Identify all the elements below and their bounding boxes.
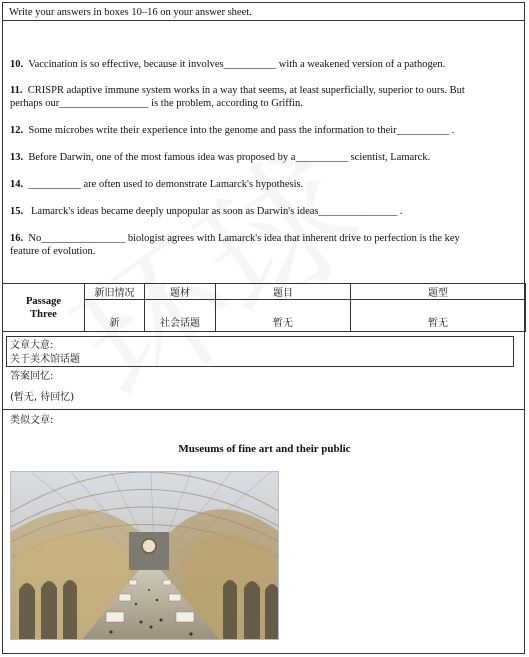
museum-hall-photo: [10, 471, 279, 640]
value-new-old: 新: [85, 300, 145, 332]
divider: [2, 409, 525, 410]
divider: [2, 20, 525, 21]
question-11: 11. CRISPR adaptive immune system works in a way that seems, at least superficially, superior to ours. But: [10, 85, 465, 96]
answer-text: (暂无, 待回忆): [10, 392, 75, 403]
header-question-type: 题型: [351, 284, 526, 300]
summary-box: [6, 336, 514, 367]
answer-label: 答案回忆:: [10, 371, 54, 382]
question-13: 13. Before Darwin, one of the most famous idea was proposed by a__________ scientist, Lamarck.: [10, 152, 431, 163]
summary-label: 文章大意:: [10, 340, 54, 351]
header-new-old: 新旧情况: [85, 284, 145, 300]
question-14: 14. __________ are often used to demonstrate Lamarck's hypothesis.: [10, 179, 304, 190]
value-topic: 社会话题: [145, 300, 216, 332]
instruction-text: Write your answers in boxes 10–16 on your answer sheet.: [9, 7, 252, 18]
header-topic: 题材: [145, 284, 216, 300]
value-title: 暂无: [216, 300, 351, 332]
article-title: Museums of fine art and their public: [178, 443, 351, 455]
question-15: 15. Lamarck's ideas became deeply unpopular as soon as Darwin's ideas_______________ .: [10, 206, 403, 217]
similar-label: 类似文章:: [10, 415, 54, 426]
value-question-type: 暂无: [351, 300, 526, 332]
question-16: 16. No________________ biologist agrees with Lamarck's idea that inherent drive to perfection is the key: [10, 233, 460, 244]
passage-cell: Passage Three: [3, 284, 85, 332]
question-11-cont: perhaps our_________________ is the problem, according to Griffin.: [10, 98, 303, 109]
question-12: 12. Some microbes write their experience into the genome and pass the information to their__________ .: [10, 125, 455, 136]
header-title: 题目: [216, 284, 351, 300]
passage-info-table: [2, 283, 526, 332]
question-16-cont: feature of evolution.: [10, 246, 96, 257]
question-10: 10. Vaccination is so effective, because it involves__________ with a weakened version of a pathogen.: [10, 59, 446, 70]
summary-text: 关于美术馆话题: [10, 354, 80, 365]
